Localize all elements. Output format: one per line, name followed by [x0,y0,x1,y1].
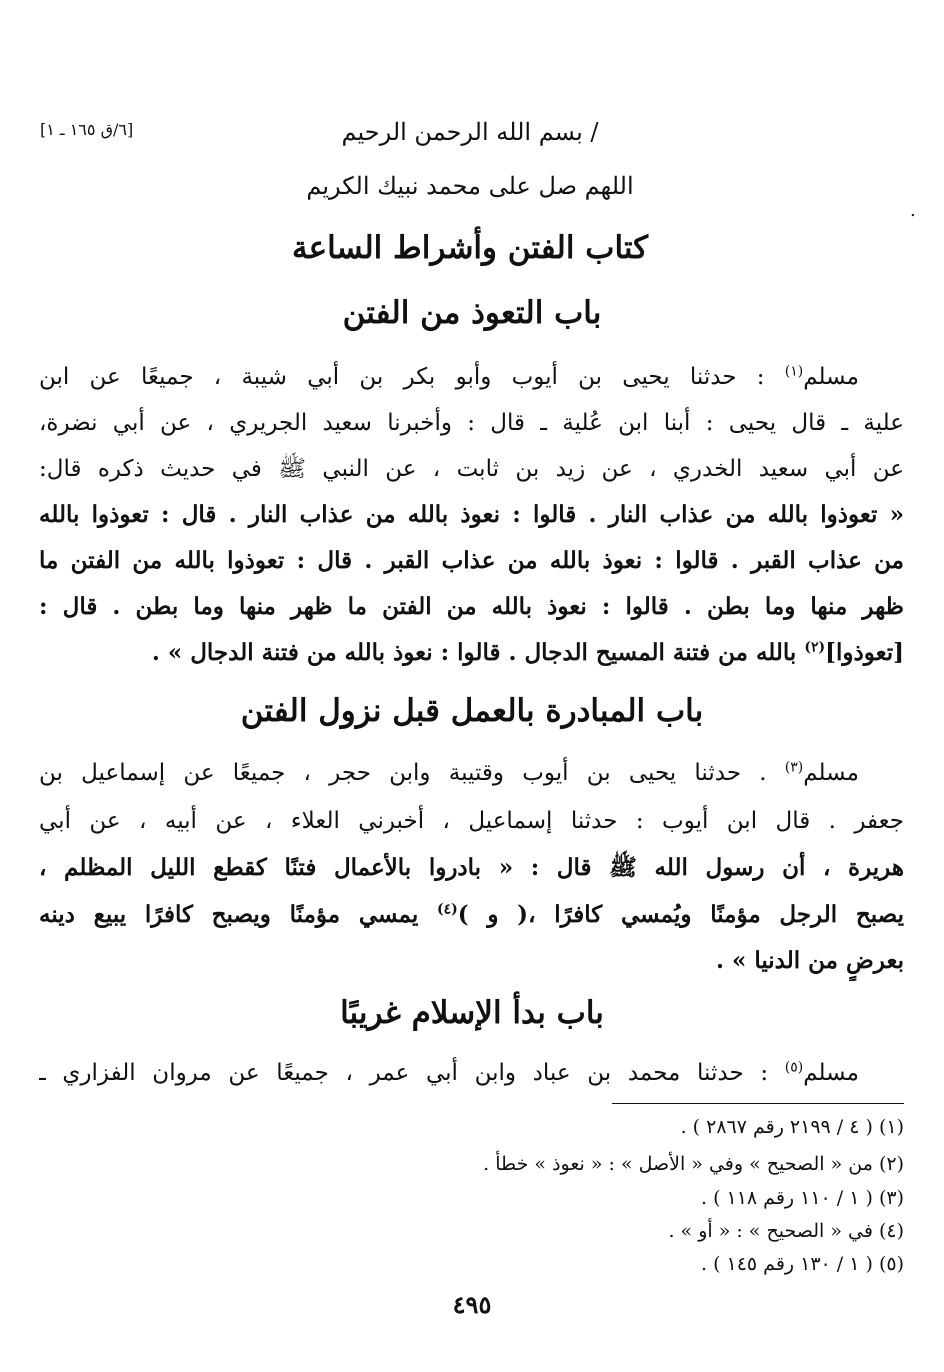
footnote-marker[interactable]: (٢) [804,639,826,656]
text-line: عن أبي سعيد الخدري ، عن زيد بن ثابت ، عن النبي ﷺ في حديث ذكره قال: [39,456,904,482]
line-lead: يصبح الرجل مؤمنًا ويُمسي كافرًا ،( و ) [457,901,904,928]
text-line: هريرة ، أن رسول الله ﷺ قال : « بادروا بالأعمال فتنًا كقطع الليل المظلم ، [39,854,904,881]
line-lead: مسلم [803,1060,859,1086]
line-lead: [تعوذوا] [825,639,904,666]
footnote-marker[interactable]: (٤) [436,901,458,918]
line-lead: مسلم [803,364,859,390]
text-line [39,1053,859,1093]
line-body: . حدثنا يحيى بن أيوب وقتيبة وابن حجر ، جميعًا عن إسماعيل بن [39,760,785,786]
text-line: ظهر منها وما بطن . قالوا : نعوذ بالله من الفتن ما ظهر منها وما بطن . قال : [39,593,904,620]
chapter-title: باب بدأ الإسلام غريبًا [340,995,604,1031]
footnote: (١) ( ٤ / ٢١٩٩ رقم ٢٨٦٧ ) . [680,1116,904,1138]
text-line: بعرضٍ من الدنيا » . [715,947,904,974]
chapter-title: باب التعوذ من الفتن [342,295,602,331]
footnote-marker[interactable]: (٥) [784,1059,804,1076]
text-line: « تعوذوا بالله من عذاب النار . قالوا : نعوذ بالله من عذاب النار . قال : تعوذوا بالله [39,501,904,528]
footnote: (٥) ( ١ / ١٣٠ رقم ١٤٥ ) . [700,1253,904,1275]
text-line [39,633,904,673]
dua-line: اللهم صل على محمد نبيك الكريم [306,172,634,200]
text-line: من عذاب القبر . قالوا : نعوذ بالله من عذاب القبر . قال : تعوذوا بالله من الفتن ما [39,547,904,574]
line-lead: مسلم [803,760,859,786]
line-body: : حدثنا يحيى بن أيوب وأبو بكر بن أبي شيبة ، جميعًا عن ابن [39,364,785,390]
footnote-marker[interactable]: (١) [784,363,804,380]
book-title: كتاب الفتن وأشراط الساعة [291,230,649,266]
text-line: جعفر . قال ابن أيوب : حدثنا إسماعيل ، أخبرني العلاء ، عن أبيه ، عن أبي [39,808,904,834]
manuscript-reference: [٦/ق ١٦٥ ـ ١] [40,120,134,139]
text-line [39,895,904,935]
text-line [39,357,859,397]
footnote-marker[interactable]: (٣) [784,759,804,776]
footnote-divider [612,1103,904,1104]
line-body: بالله من فتنة المسيح الدجال . قالوا : نعوذ بالله من فتنة الدجال » . [151,639,805,666]
footnote: (٣) ( ١ / ١١٠ رقم ١١٨ ) . [700,1187,904,1209]
line-body: يمسي مؤمنًا ويصبح كافرًا يبيع دينه [39,901,437,928]
text-line [39,753,859,793]
line-body: : حدثنا محمد بن عباد وابن أبي عمر ، جميعًا عن مروان الفزاري ـ [39,1060,785,1086]
text-line: علية ـ قال يحيى : أبنا ابن عُلية ـ قال : وأخبرنا سعيد الجريري ، عن أبي نضرة، [39,410,904,436]
margin-mark: . [910,200,916,221]
page-number: ٤٩٥ [452,1290,492,1319]
chapter-title: باب المبادرة بالعمل قبل نزول الفتن [240,693,704,729]
basmala: / بسم الله الرحمن الرحيم [341,118,599,146]
footnote: (٢) من « الصحيح » وفي « الأصل » : « نعوذ » خطأ . [483,1153,904,1175]
footnote: (٤) في « الصحيح » : « أو » . [668,1220,904,1242]
